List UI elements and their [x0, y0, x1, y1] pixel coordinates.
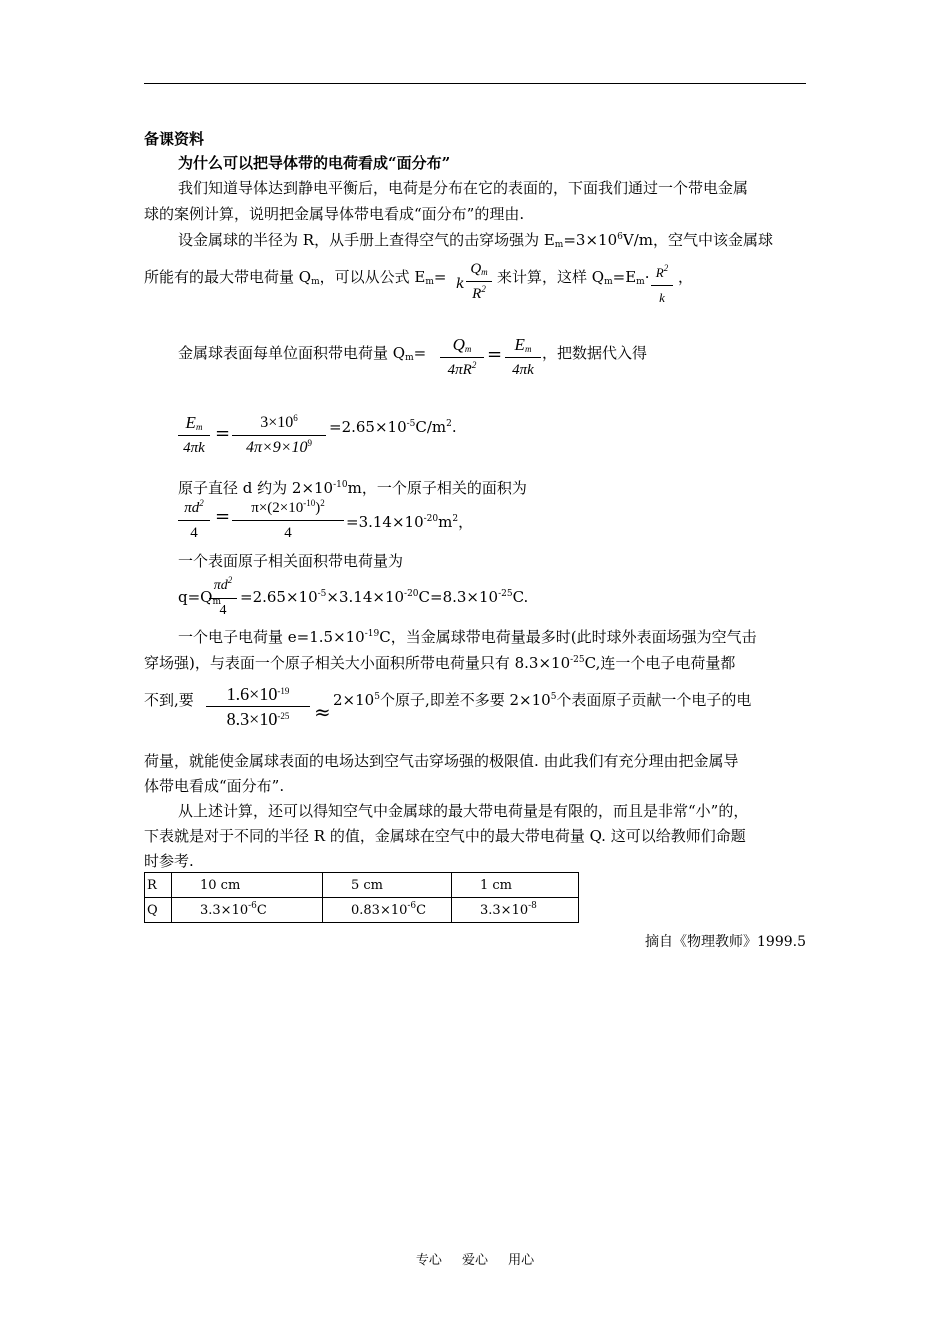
- surface-density-fraction-1: $Q_m$ $4\pi R^2$: [440, 334, 484, 381]
- surface-density-fraction-2: $E_m$ 4πk: [505, 334, 541, 381]
- table-cell: 5 cm: [323, 873, 452, 898]
- charge-table: [144, 872, 579, 923]
- table-cell: 10 cm: [172, 873, 323, 898]
- atom-equals: =: [215, 506, 231, 527]
- header-rule: [144, 83, 806, 84]
- paragraph-2-line-2-mid: 来计算，这样 $Q_m=E_m\cdot$: [497, 268, 650, 287]
- atom-area-fraction-1: $\pi d^2$ 4: [178, 497, 210, 544]
- page-footer: 专心 爱心 用心: [415, 1253, 535, 1268]
- paragraph-5-line-2: 下表就是对于不同的半径 R 的值，金属球在空气中的最大带电荷量 Q. 这可以给教师们命题: [144, 827, 746, 845]
- table-cell: 1 cm: [452, 873, 579, 898]
- paragraph-3-tail: ，把数据代入得: [542, 344, 648, 362]
- field-formula-fraction: $Q_m$ $R^2$: [466, 258, 492, 305]
- table-row: [145, 898, 579, 923]
- paragraph-4-line-4: 荷量，就能使金属球表面的电场达到空气击穿场强的极限值. 由此我们有充分理由把金属导: [144, 752, 739, 770]
- surface-charge-line: 一个表面原子相关面积带电荷量为: [178, 552, 404, 570]
- paragraph-4-line-5: 体带电看成“面分布”.: [144, 777, 285, 795]
- calc1-fraction-2: $3\times 10^6$ $4\pi\times 9\times 10^9$: [232, 412, 326, 459]
- equals-sign: =: [487, 344, 503, 365]
- approx-sign: ≈: [314, 700, 331, 724]
- table-cell: $3.3\times 10^{-8}$: [452, 898, 579, 923]
- electron-ratio-fraction: $1.6\times 10^{-19}$ $8.3\times 10^{-25}$: [206, 683, 310, 730]
- atom-area-result: $=3.14\times 10^{-20}m^2$，: [346, 513, 474, 531]
- paragraph-4-line-3: $2\times 10^5$个原子,即差不多要 $2\times 10^5$个表面原子贡献一个电子的电: [333, 691, 752, 709]
- paragraph-2-line-1: 设金属球的半径为 R，从手册上查得空气的击穿场强为 $E_m=3\times 10^6V/m$，空气中该金属球: [178, 231, 773, 250]
- comma: ，: [678, 268, 694, 286]
- calc1-fraction-1: $E_m$ 4πk: [178, 412, 210, 459]
- paragraph-1-line-1: 我们知道导体达到静电平衡后，电荷是分布在它的表面的，下面我们通过一个带电金属: [178, 179, 749, 197]
- section-heading: 备课资料: [144, 130, 205, 148]
- paragraph-1-line-2: 球的案例计算，说明把金属导体带电看成“面分布”的理由.: [144, 205, 525, 223]
- paragraph-4-line-3-lead: 不到,要: [144, 691, 194, 709]
- calc1-result: $=2.65\times 10^{-5}C/m^2$.: [329, 418, 457, 436]
- paragraph-4-line-1: 一个电子电荷量 $e=1.5\times 10^{-19}C$，当金属球带电荷量最多时(此时球外表面场强为空气击: [178, 628, 757, 646]
- table-row: [145, 873, 579, 898]
- article-title: 为什么可以把导体带的电荷看成“面分布”: [178, 154, 451, 172]
- paragraph-4-line-2: 穿场强)，与表面一个原子相关大小面积所带电荷量只有 $8.3\times 10^{-25}C$,连一个电子电荷量都: [144, 654, 736, 672]
- paragraph-2-line-2-lead: 所能有的最大带电荷量 $Q_m$，可以从公式 $E_m=$: [144, 268, 447, 287]
- atom-area-fraction-2: $\pi\times(2\times 10^{-10})^2$ 4: [232, 497, 344, 544]
- surface-charge-result: $=2.65\times 10^{-5}\times 3.14\times 10^{-20}C=8.3\times 10^{-25}C$.: [240, 588, 529, 606]
- paragraph-5-line-1: 从上述计算，还可以得知空气中金属球的最大带电荷量是有限的，而且是非常“小”的，: [178, 802, 749, 820]
- paragraph-5-line-3: 时参考.: [144, 852, 194, 870]
- calc1-equals: =: [215, 423, 231, 444]
- table-cell: $0.83\times 10^{-6}C$: [323, 898, 452, 923]
- source-citation: 摘自《物理教师》1999.5: [645, 934, 806, 950]
- charge-formula-fraction: $R^2$ k: [651, 262, 673, 309]
- surface-charge-fraction: $\pi d^2$ 4: [209, 575, 237, 622]
- surface-charge-q: $q=Q_m$: [178, 588, 222, 607]
- table-cell: $3.3\times 10^{-6}C$: [172, 898, 323, 923]
- atom-diameter-line: 原子直径 d 约为 $2\times 10^{-10}m$，一个原子相关的面积为: [178, 479, 527, 497]
- coulomb-constant-k: k: [456, 276, 465, 292]
- table-cell: R: [145, 873, 172, 898]
- table-cell: Q: [145, 898, 172, 923]
- paragraph-3-lead: 金属球表面每单位面积带电荷量 $Q_m=$: [178, 344, 427, 363]
